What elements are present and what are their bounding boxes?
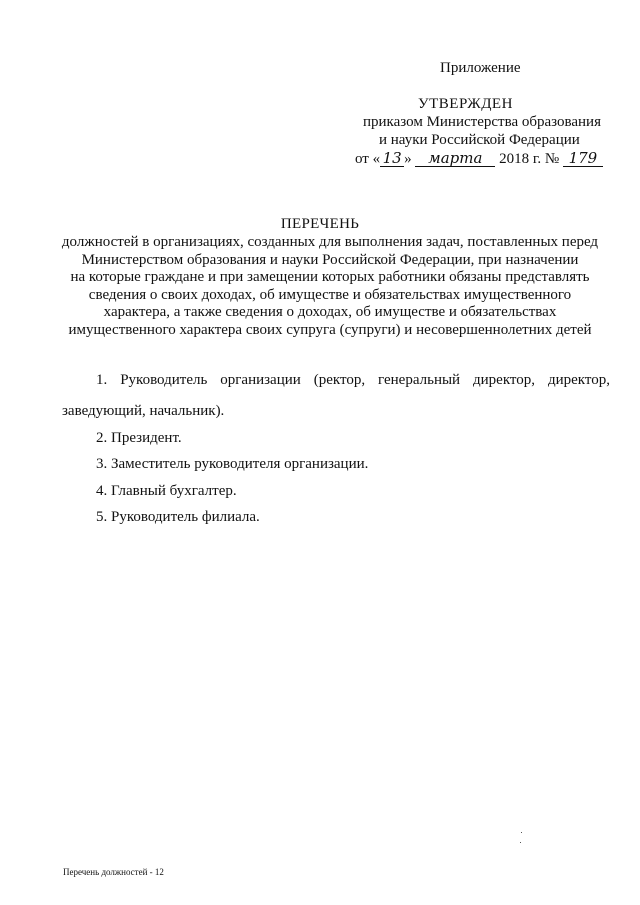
subtitle-line: сведения о своих доходах, об имуществе и обязательствах имущественного [88, 286, 572, 303]
approved-line-2: и науки Российской Федерации [379, 132, 580, 148]
appendix-label: Приложение [440, 60, 521, 76]
list-item-1-continuation: заведующий, начальник). [62, 403, 225, 419]
list-title: ПЕРЕЧЕНЬ [280, 216, 360, 232]
subtitle-line: имущественного характера своих супруга (супруги) и несовершеннолетних детей [68, 321, 592, 338]
list-item-2: 2. Президент. [96, 430, 182, 446]
date-day-handwritten: 13 [380, 150, 404, 167]
date-year: 2018 г. № [499, 151, 560, 167]
order-date-line [355, 150, 603, 168]
list-item-4: 4. Главный бухгалтер. [96, 483, 237, 499]
page-footer: Перечень должностей - 12 [63, 867, 164, 877]
subtitle-line: Министерством образования и науки Российской Федерации, при назначении [81, 251, 579, 268]
subtitle-line: характера, а также сведения о доходах, об имуществе и обязательствах [103, 304, 557, 320]
date-month-handwritten: марта [415, 150, 495, 167]
subtitle-line: на которые граждане и при замещении которых работники обязаны представлять [70, 269, 590, 285]
order-number-handwritten: 179 [563, 150, 603, 167]
approved-heading: УТВЕРЖДЕН [418, 96, 513, 112]
date-prefix: от « [355, 151, 381, 167]
scan-speck [521, 832, 522, 833]
list-subtitle [50, 234, 610, 339]
approved-line-1: приказом Министерства образования [363, 114, 601, 130]
date-mid: » [404, 151, 412, 167]
list-item-5: 5. Руководитель филиала. [96, 509, 260, 525]
subtitle-line: должностей в организациях, созданных для выполнения задач, поставленных перед [61, 234, 599, 250]
scan-speck [520, 842, 521, 843]
list-item-1: 1. Руководитель организации (ректор, генеральный директор, директор, [96, 372, 610, 388]
list-item-3: 3. Заместитель руководителя организации. [96, 456, 369, 472]
